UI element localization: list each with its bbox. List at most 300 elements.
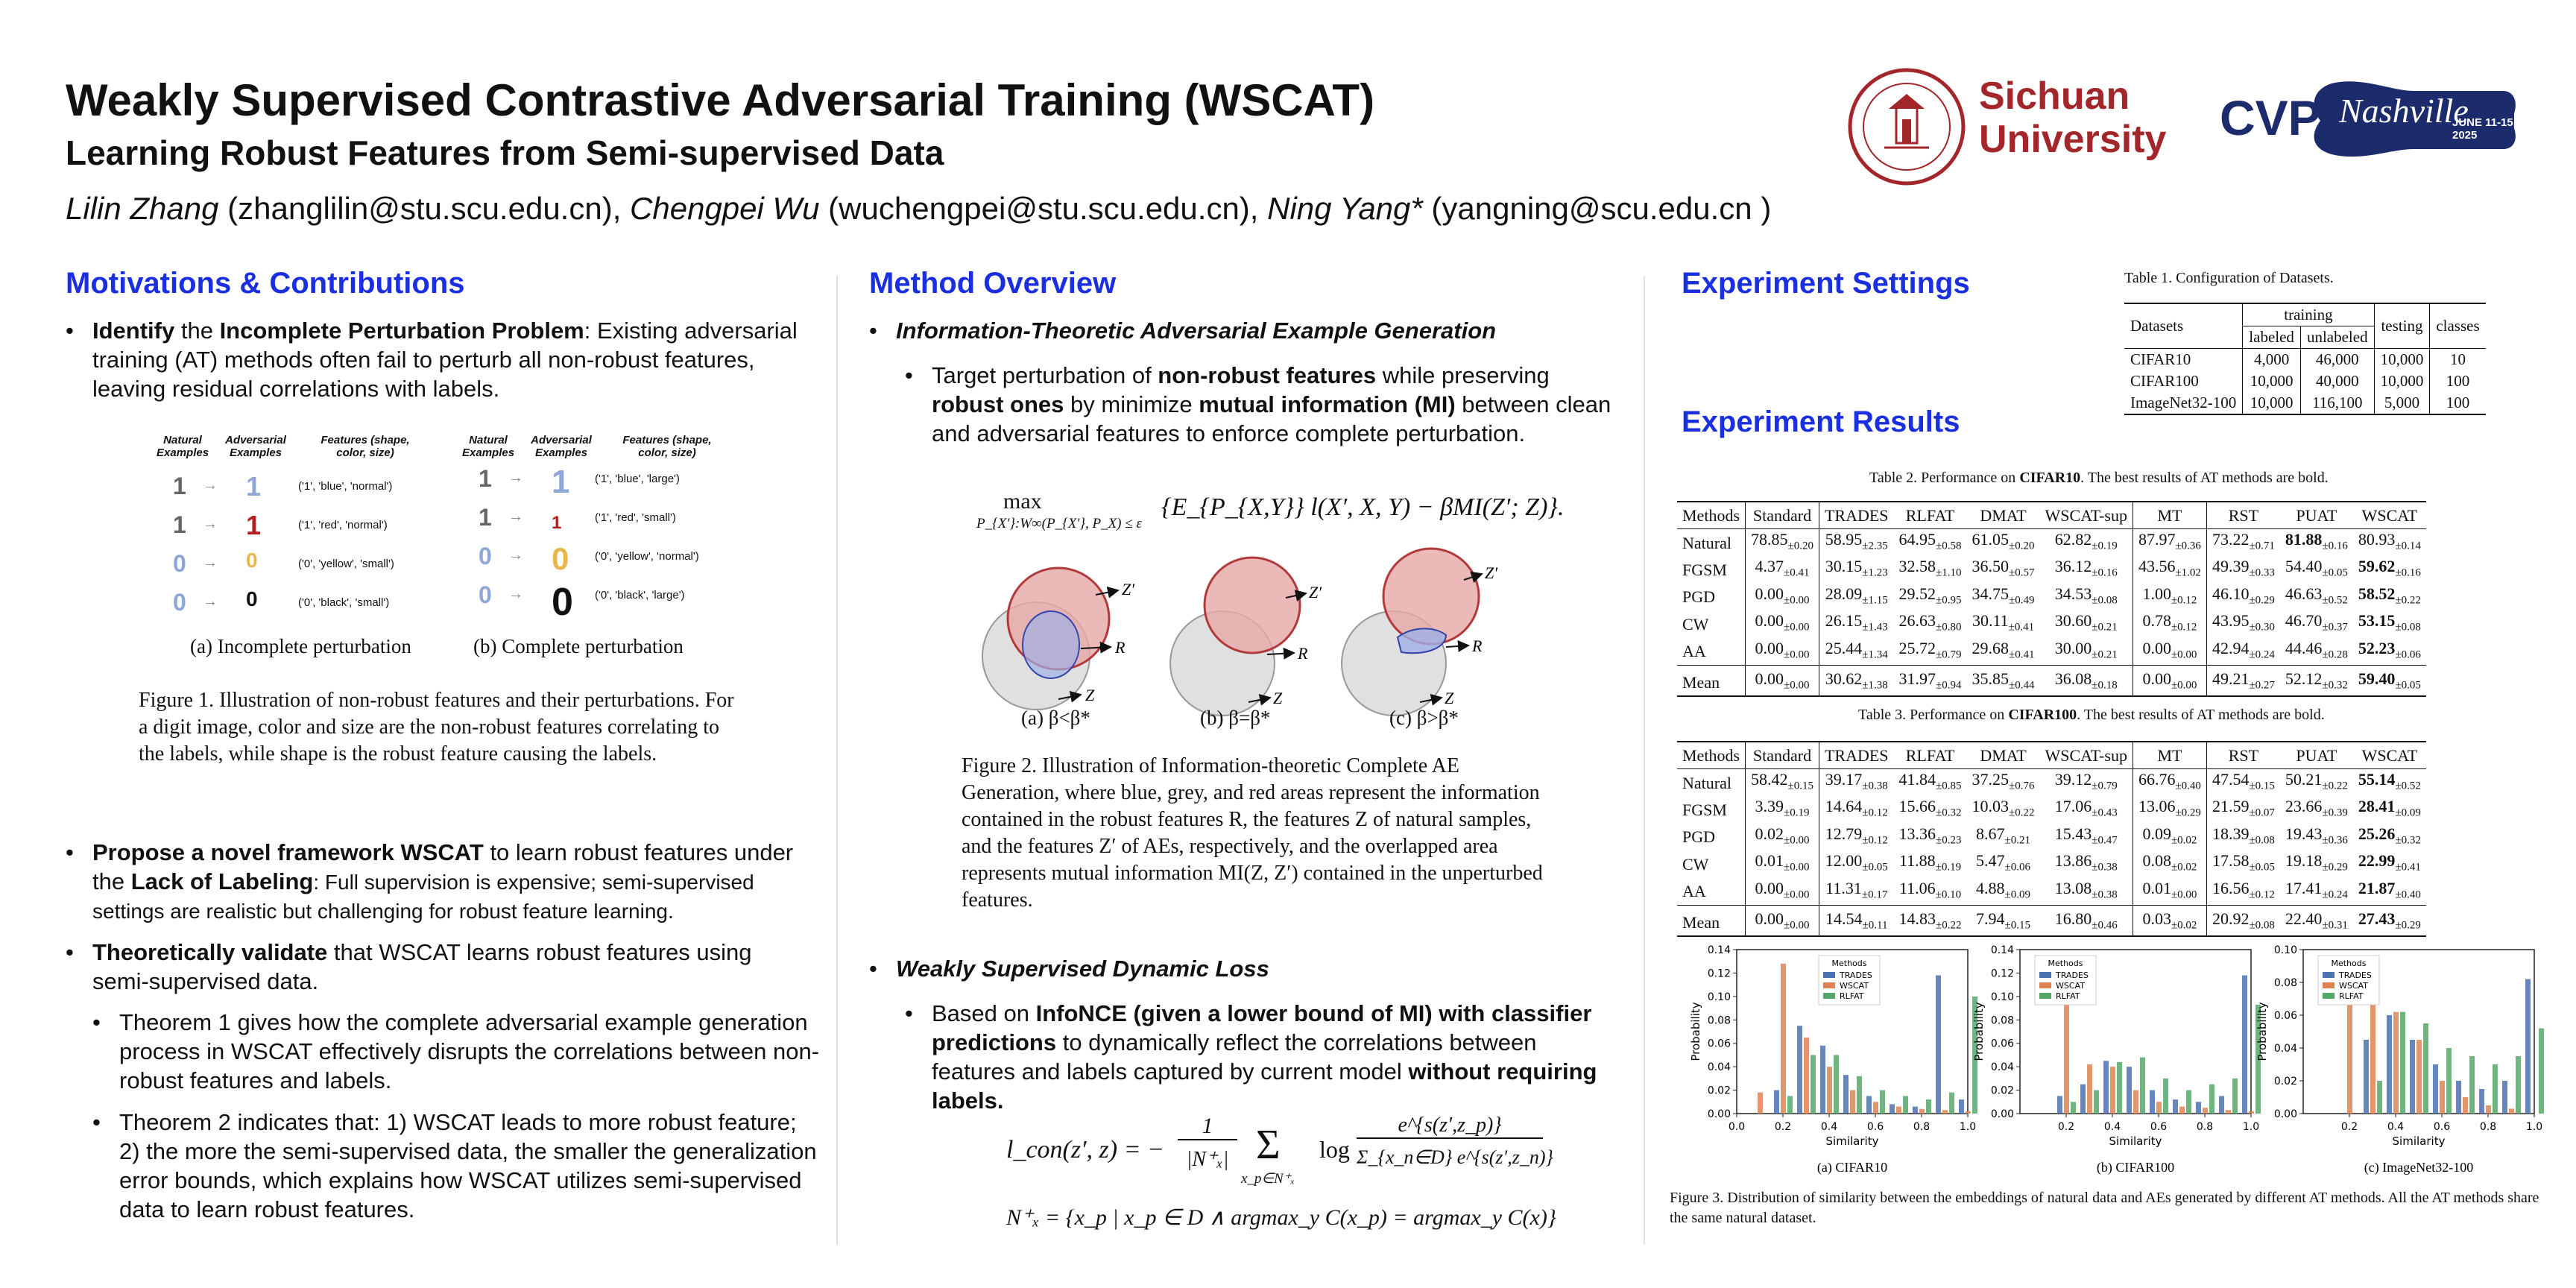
y-tick-label: 0.08 xyxy=(1990,1014,2014,1027)
cell-value: 31.97 xyxy=(1898,669,1936,688)
table-header: WSCAT xyxy=(2353,742,2426,769)
histogram-bar xyxy=(2103,1061,2109,1114)
cell-value: 62.82 xyxy=(2054,530,2092,549)
x-tick-label: 0.6 xyxy=(2433,1121,2451,1133)
method-item-1-detail xyxy=(905,361,1625,448)
cell-value: 25.44 xyxy=(1825,638,1863,657)
bullet-text: the xyxy=(174,318,220,344)
cell-std: ±1.10 xyxy=(1936,566,1962,579)
histogram-chart xyxy=(1972,944,2261,1175)
legend-title: Methods xyxy=(2048,959,2083,968)
cell-std: ±0.12 xyxy=(2249,888,2275,900)
table-row xyxy=(1677,638,2426,666)
table-cell xyxy=(2206,638,2279,666)
bullet-text: by minimize xyxy=(1064,391,1199,417)
cell-value: 49.39 xyxy=(2212,557,2250,576)
table-row xyxy=(2124,370,2486,392)
cell-std: ±0.05 xyxy=(2249,861,2275,874)
table-1-body xyxy=(2124,349,2486,415)
cell-value: 0.00 xyxy=(1755,878,1784,897)
cell-value: 30.62 xyxy=(1825,669,1863,688)
table-cell xyxy=(2353,584,2426,610)
cell-value: 30.11 xyxy=(1972,611,2009,631)
bullet-strong: Lack of Labeling xyxy=(130,868,314,894)
cell-std: ±0.15 xyxy=(1787,780,1813,792)
cell-value: 0.01 xyxy=(1755,851,1784,871)
cell-std: ±0.52 xyxy=(2322,594,2348,607)
table-3-caption xyxy=(1858,707,2325,724)
bullet-dot: • xyxy=(92,1009,101,1035)
venn-diagrams xyxy=(969,552,1535,730)
section-heading-motivations: Motivations & Contributions xyxy=(66,267,465,300)
method-row-label: Natural xyxy=(1677,529,1746,557)
histogram-bar xyxy=(1758,1093,1763,1114)
table-header: Datasets xyxy=(2124,303,2243,349)
venn-label: R xyxy=(1115,638,1126,657)
table-cell xyxy=(2133,610,2206,637)
bullet-theorem-2 xyxy=(92,1108,820,1224)
table-cell xyxy=(2206,610,2279,637)
author-name: Chengpei Wu xyxy=(630,191,820,226)
cell-value: 17.06 xyxy=(2054,797,2092,816)
cvpr-city-script: Nashville xyxy=(2339,92,2469,130)
author-email: (yangning@scu.edu.cn ) xyxy=(1422,191,1772,226)
histogram-bar xyxy=(2249,1111,2254,1114)
histogram-bar xyxy=(2493,1064,2498,1114)
bullet-text: Theorem 2 indicates that: 1) WSCAT leads to more robust feature; 2) the more the semi-supervised data, the smaller the generalization error bounds, which explains how WSCAT utilizes semi-supervised data to learn robust features. xyxy=(119,1109,817,1222)
table-cell xyxy=(1746,905,1819,936)
cell-std: ±0.16 xyxy=(2322,540,2348,552)
table-header: unlabeled xyxy=(2300,326,2374,349)
venn-label: R xyxy=(1298,644,1308,663)
histogram-bar xyxy=(1804,1038,1809,1114)
histogram-bar xyxy=(1781,964,1786,1114)
table-header: WSCAT xyxy=(2353,502,2426,529)
cell-std: ±0.12 xyxy=(1862,806,1888,819)
table-cell: 10,000 xyxy=(2243,392,2301,414)
histogram-bar xyxy=(1811,1055,1816,1114)
cell-std: ±0.16 xyxy=(2092,566,2118,579)
table-cell xyxy=(2280,878,2353,906)
cell-std: ±0.80 xyxy=(1936,621,1962,634)
histogram-bar xyxy=(1959,1099,1964,1114)
natural-digit: 0 xyxy=(479,543,492,569)
cell-value: 28.09 xyxy=(1825,584,1863,603)
cell-value: 87.97 xyxy=(2138,530,2176,549)
figure-1a-caption: (a) Incomplete perturbation xyxy=(190,635,411,657)
cell-std: ±0.31 xyxy=(2322,919,2348,932)
table-cell xyxy=(2133,878,2206,906)
cell-value: 12.00 xyxy=(1825,851,1863,871)
table-cell xyxy=(2206,584,2279,610)
table-cell xyxy=(2353,878,2426,906)
table-cell xyxy=(1819,529,1893,557)
bullet-strong: Incomplete Perturbation Problem xyxy=(219,318,584,344)
x-axis-label: Similarity xyxy=(2109,1134,2162,1148)
cell-std: ±0.08 xyxy=(2249,834,2275,847)
adversarial-digit: 0 xyxy=(552,541,569,576)
table-1-caption: Table 1. Configuration of Datasets. xyxy=(2124,270,2334,286)
table-cell xyxy=(2353,769,2426,797)
method-item-2-detail xyxy=(905,999,1617,1115)
table-cell xyxy=(1746,638,1819,666)
x-tick-label: 0.8 xyxy=(1913,1121,1931,1133)
adversarial-digit: 0 xyxy=(246,587,258,610)
table-header: TRADES xyxy=(1819,742,1893,769)
legend-swatch xyxy=(1823,993,1835,999)
cell-value: 0.03 xyxy=(2142,909,2171,928)
adversarial-digit: 1 xyxy=(552,464,570,500)
table-row xyxy=(1677,584,2426,610)
author-email: (zhanglilin@stu.scu.edu.cn), xyxy=(218,191,631,226)
cell-value: 52.12 xyxy=(2285,669,2323,688)
method-row-label: FGSM xyxy=(1677,556,1746,583)
histogram-bar xyxy=(2196,1102,2201,1114)
adversarial-digit: 1 xyxy=(552,513,562,533)
table-cell xyxy=(2353,556,2426,583)
cell-value: 0.00 xyxy=(1755,584,1784,603)
x-tick-label: 1.0 xyxy=(2242,1121,2260,1133)
cell-value: 14.64 xyxy=(1825,797,1863,816)
histogram-bar xyxy=(2150,1090,2155,1114)
table-cell xyxy=(2206,878,2279,906)
histogram-bar xyxy=(2440,1081,2445,1114)
histogram-bar xyxy=(1787,1096,1793,1114)
cell-value: 34.53 xyxy=(2054,584,2092,603)
table-cell xyxy=(1894,665,1967,696)
venn-red-circle xyxy=(1205,558,1300,653)
y-tick-label: 0.06 xyxy=(1707,1038,1731,1050)
table-mean-row xyxy=(1677,665,2426,696)
table-cell xyxy=(1894,638,1967,666)
table-cell xyxy=(1967,638,2040,666)
arrow-icon: → xyxy=(203,593,218,610)
cell-value: 8.67 xyxy=(1976,824,2005,843)
table-cell xyxy=(1967,769,2040,797)
x-tick-label: 1.0 xyxy=(2525,1121,2543,1133)
table-cell xyxy=(1819,905,1893,936)
venn-c xyxy=(1342,549,1498,716)
table-cell xyxy=(1894,610,1967,637)
cell-std: ±0.38 xyxy=(1862,780,1888,792)
histogram-bar xyxy=(1919,1109,1925,1114)
legend-entry: TRADES xyxy=(1840,970,1872,980)
eq-num: e^{s(z′,z_p)} xyxy=(1357,1114,1543,1139)
university-seal-logo xyxy=(1847,67,1966,186)
bullet-strong: non-robust features xyxy=(1158,362,1377,388)
cell-value: 0.09 xyxy=(2142,824,2171,843)
bullet-dot: • xyxy=(66,318,74,344)
table-cell xyxy=(2133,584,2206,610)
table-cell xyxy=(1967,665,2040,696)
x-tick-label: 0.2 xyxy=(2057,1121,2075,1133)
legend-entry: RLFAT xyxy=(1840,991,1864,1001)
cell-std: ±0.38 xyxy=(2092,861,2118,874)
cell-value: 64.95 xyxy=(1898,530,1936,549)
histogram-bar xyxy=(2186,1090,2191,1114)
cell-std: ±0.19 xyxy=(2092,540,2118,552)
histogram-bar xyxy=(2179,1107,2185,1114)
cell-std: ±0.20 xyxy=(2009,540,2035,552)
cell-value: 13.08 xyxy=(2054,878,2092,897)
cell-value: 42.94 xyxy=(2212,638,2250,657)
table-row xyxy=(1677,529,2426,557)
histogram-bar xyxy=(1820,1046,1825,1114)
cell-std: ±0.09 xyxy=(2004,888,2031,900)
cell-std: ±0.40 xyxy=(2395,888,2421,900)
arrow-icon: → xyxy=(508,547,523,564)
cell-std: ±0.32 xyxy=(1936,806,1962,819)
cell-value: 43.56 xyxy=(2138,557,2176,576)
table-cell xyxy=(1967,878,2040,906)
method-row-label: Mean xyxy=(1677,665,1746,696)
table-mean-row xyxy=(1677,905,2426,936)
table-header: classes xyxy=(2430,303,2486,349)
y-tick-label: 0.10 xyxy=(1990,991,2014,1003)
table-cell xyxy=(1746,556,1819,583)
method-item-title: Information-Theoretic Adversarial Example Generation xyxy=(896,318,1497,344)
y-tick-label: 0.04 xyxy=(1707,1061,1731,1074)
cell-std: ±0.02 xyxy=(2171,919,2197,932)
table-cell xyxy=(2133,769,2206,797)
cell-value: 49.21 xyxy=(2212,669,2250,688)
legend-swatch xyxy=(1823,982,1835,988)
cell-value: 34.75 xyxy=(1972,584,2010,603)
histogram-bar xyxy=(2156,1102,2162,1114)
histogram-bar xyxy=(2364,1040,2369,1114)
histogram-bar xyxy=(2446,1048,2452,1114)
table-row xyxy=(1677,556,2426,583)
venn-label: Z xyxy=(1085,686,1095,704)
table-header: testing xyxy=(2374,303,2430,349)
legend-entry: WSCAT xyxy=(1840,981,1869,991)
bullet-strong: Propose a novel framework WSCAT xyxy=(92,839,484,865)
cell-std: ±0.41 xyxy=(1784,566,1810,579)
table-cell: 100 xyxy=(2446,372,2470,390)
conference-logo xyxy=(2220,69,2533,165)
histogram-bar xyxy=(2377,1081,2382,1114)
cell-value: 0.78 xyxy=(2142,611,2171,631)
cell-std: ±0.24 xyxy=(2249,648,2275,660)
legend-title: Methods xyxy=(1831,959,1867,968)
histogram-bar xyxy=(1936,976,1941,1114)
table-cell xyxy=(2280,556,2353,583)
chart-subcaption: (b) CIFAR100 xyxy=(2096,1160,2175,1175)
legend-entry: WSCAT xyxy=(2056,981,2085,991)
histogram-bar xyxy=(2080,1085,2086,1114)
bullet-strong: Theoretically validate xyxy=(92,939,328,965)
arrow-icon: → xyxy=(508,508,523,525)
cell-value: 50.21 xyxy=(2285,770,2323,789)
cell-std: ±0.85 xyxy=(1936,780,1962,792)
column-divider xyxy=(836,276,838,1245)
legend-title: Methods xyxy=(2331,959,2367,968)
histogram-bar xyxy=(2242,976,2247,1114)
arrow-icon: → xyxy=(203,477,218,493)
table-cell xyxy=(2280,529,2353,557)
x-tick-label: 1.0 xyxy=(1959,1121,1977,1133)
arrow-icon: → xyxy=(508,470,523,486)
table-cell xyxy=(2353,824,2426,850)
dataset-name: CIFAR10 xyxy=(2124,349,2243,371)
table-cell: 10 xyxy=(2449,350,2466,368)
histogram-bar xyxy=(2127,1067,2132,1114)
eq-body: {E_{P_{X,Y}} l(X′, X, Y) − βMI(Z′; Z)}. xyxy=(1161,493,1565,521)
bullet-dot: • xyxy=(66,939,74,965)
x-tick-label: 0.0 xyxy=(1728,1121,1746,1133)
table-cell xyxy=(2353,850,2426,877)
histogram-bar xyxy=(1843,1075,1849,1114)
cell-std: ±0.22 xyxy=(2395,594,2421,607)
bullet-text: that WSCAT learns robust features using semi-supervised data. xyxy=(92,939,752,994)
bullet-text: Target perturbation of xyxy=(932,362,1158,388)
cell-std: ±0.29 xyxy=(2322,861,2348,874)
y-tick-label: 0.14 xyxy=(1707,944,1731,956)
table-cell xyxy=(2280,850,2353,877)
histogram-bar xyxy=(2416,1040,2422,1114)
eq-lhs: l_con(z′, z) = − xyxy=(1006,1136,1164,1164)
y-axis-label: Probability xyxy=(2255,1002,2269,1061)
table-cell xyxy=(2280,905,2353,936)
table-cell xyxy=(1967,796,2040,823)
digit-row xyxy=(157,510,440,546)
histogram-bar xyxy=(2071,1102,2076,1114)
adversarial-digit: 0 xyxy=(552,581,573,624)
y-tick-label: 0.10 xyxy=(1707,991,1731,1003)
histogram-bar xyxy=(2479,1089,2484,1114)
natural-digit: 1 xyxy=(479,504,492,531)
table-cell: 10,000 xyxy=(2374,349,2430,371)
cell-std: ±0.29 xyxy=(2395,919,2421,932)
histogram-bar xyxy=(2117,1062,2122,1114)
digit-row xyxy=(157,549,440,584)
feature-tuple: ('0', 'yellow', 'small') xyxy=(298,558,394,570)
table-cell xyxy=(2206,850,2279,877)
table-cell xyxy=(2280,796,2353,823)
venn-a xyxy=(982,568,1135,710)
table-cell xyxy=(1819,878,1893,906)
table-header: PUAT xyxy=(2280,502,2353,529)
bullet-strong: Identify xyxy=(92,318,175,344)
cell-value: 58.95 xyxy=(1825,530,1863,549)
table-cell xyxy=(2040,610,2133,637)
table-row xyxy=(2124,349,2486,371)
histogram-bar xyxy=(2094,1090,2099,1114)
bullet-dot: • xyxy=(905,362,913,388)
table-cell xyxy=(2040,905,2133,936)
cell-std: ±0.57 xyxy=(2009,566,2035,579)
x-tick-label: 0.4 xyxy=(1820,1121,1838,1133)
digit-row xyxy=(157,587,440,623)
legend-entry: WSCAT xyxy=(2339,981,2368,991)
figure-1b-caption: (b) Complete perturbation xyxy=(473,635,684,657)
table-2-caption xyxy=(1869,470,2329,487)
bullet-identify xyxy=(66,316,808,403)
method-row-label: AA xyxy=(1677,638,1746,666)
cell-std: ±0.14 xyxy=(2395,540,2421,552)
cell-value: 26.15 xyxy=(1825,611,1863,631)
method-item-1 xyxy=(869,316,1611,345)
cell-value: 4.37 xyxy=(1755,557,1784,576)
x-tick-label: 0.6 xyxy=(1866,1121,1884,1133)
natural-digit: 1 xyxy=(479,465,492,492)
histogram-bar xyxy=(2400,1012,2405,1114)
cell-value: 28.41 xyxy=(2358,797,2396,816)
histogram-bar xyxy=(2516,1056,2521,1114)
table-cell xyxy=(1967,850,2040,877)
histogram-bar xyxy=(1913,1107,1918,1114)
table-cell xyxy=(2206,665,2279,696)
table-cell xyxy=(2040,878,2133,906)
cell-std: ±0.79 xyxy=(2092,780,2118,792)
table-cell xyxy=(2353,610,2426,637)
cell-std: ±0.00 xyxy=(1784,919,1810,932)
cell-value: 13.36 xyxy=(1898,824,1936,843)
table-cell xyxy=(1894,878,1967,906)
cell-std: ±0.08 xyxy=(2395,621,2421,634)
table-cell xyxy=(1967,556,2040,583)
cell-std: ±0.41 xyxy=(2008,621,2035,634)
column-header: Features (shape, color, size) xyxy=(321,434,410,459)
cell-value: 36.12 xyxy=(2054,557,2092,576)
table-header: DMAT xyxy=(1967,742,2040,769)
y-axis-label: Probability xyxy=(1972,1002,1986,1061)
cell-value: 80.93 xyxy=(2358,530,2396,549)
table-cell xyxy=(1894,584,1967,610)
histogram-bar xyxy=(2539,1029,2544,1114)
cell-value: 15.43 xyxy=(2054,824,2092,843)
table-cell xyxy=(1746,610,1819,637)
feature-tuple: ('1', 'blue', 'normal') xyxy=(298,480,393,493)
table-cell xyxy=(1746,796,1819,823)
bullet-text: Based on xyxy=(932,1000,1036,1026)
cell-std: ±0.19 xyxy=(1935,861,1962,874)
legend-swatch xyxy=(2323,972,2334,978)
method-row-label: Natural xyxy=(1677,769,1746,797)
eq-den: Σ_{x_n∈D} e^{s(z′,z_n)} xyxy=(1357,1146,1553,1168)
cell-value: 41.84 xyxy=(1898,770,1936,789)
cell-std: ±0.22 xyxy=(2322,780,2348,792)
section-heading-method: Method Overview xyxy=(869,267,1117,300)
cell-std: ±0.05 xyxy=(2395,679,2421,692)
natural-digit: 0 xyxy=(479,581,492,608)
cell-std: ±0.07 xyxy=(2249,806,2275,819)
table-cell xyxy=(1967,584,2040,610)
y-axis-label: Probability xyxy=(1689,1002,1702,1061)
table-cell xyxy=(2133,796,2206,823)
cell-value: 29.52 xyxy=(1898,584,1936,603)
legend-entry: TRADES xyxy=(2339,970,2372,980)
method-row-label: CW xyxy=(1677,850,1746,877)
cell-std: ±0.24 xyxy=(2322,888,2348,900)
table-cell xyxy=(1894,529,1967,557)
table-cell xyxy=(1819,638,1893,666)
cell-value: 13.86 xyxy=(2054,851,2092,871)
cell-std: ±0.76 xyxy=(2009,780,2035,792)
cell-value: 0.00 xyxy=(2142,669,2171,688)
bullet-theory xyxy=(66,938,808,996)
table-cell xyxy=(1967,905,2040,936)
table-cell xyxy=(2040,638,2133,666)
method-row-label: Mean xyxy=(1677,905,1746,936)
table-header: DMAT xyxy=(1967,502,2040,529)
cell-std: ±0.11 xyxy=(1862,919,1888,932)
column-header: Features (shape, color, size) xyxy=(622,434,712,459)
table-row xyxy=(2124,392,2486,414)
table-cell xyxy=(2133,905,2206,936)
figure-2-caption: Figure 2. Illustration of Information-theoretic Complete AE Generation, where blue, grey, and red areas represent the information contained in the robust features R, the features Z of natural samples, and the features Z′ of AEs, respectively, and the overlapped area represents mutual information MI(Z, Z′) contained in the unperturbed features. xyxy=(962,754,1543,912)
cell-value: 11.31 xyxy=(1825,878,1862,897)
